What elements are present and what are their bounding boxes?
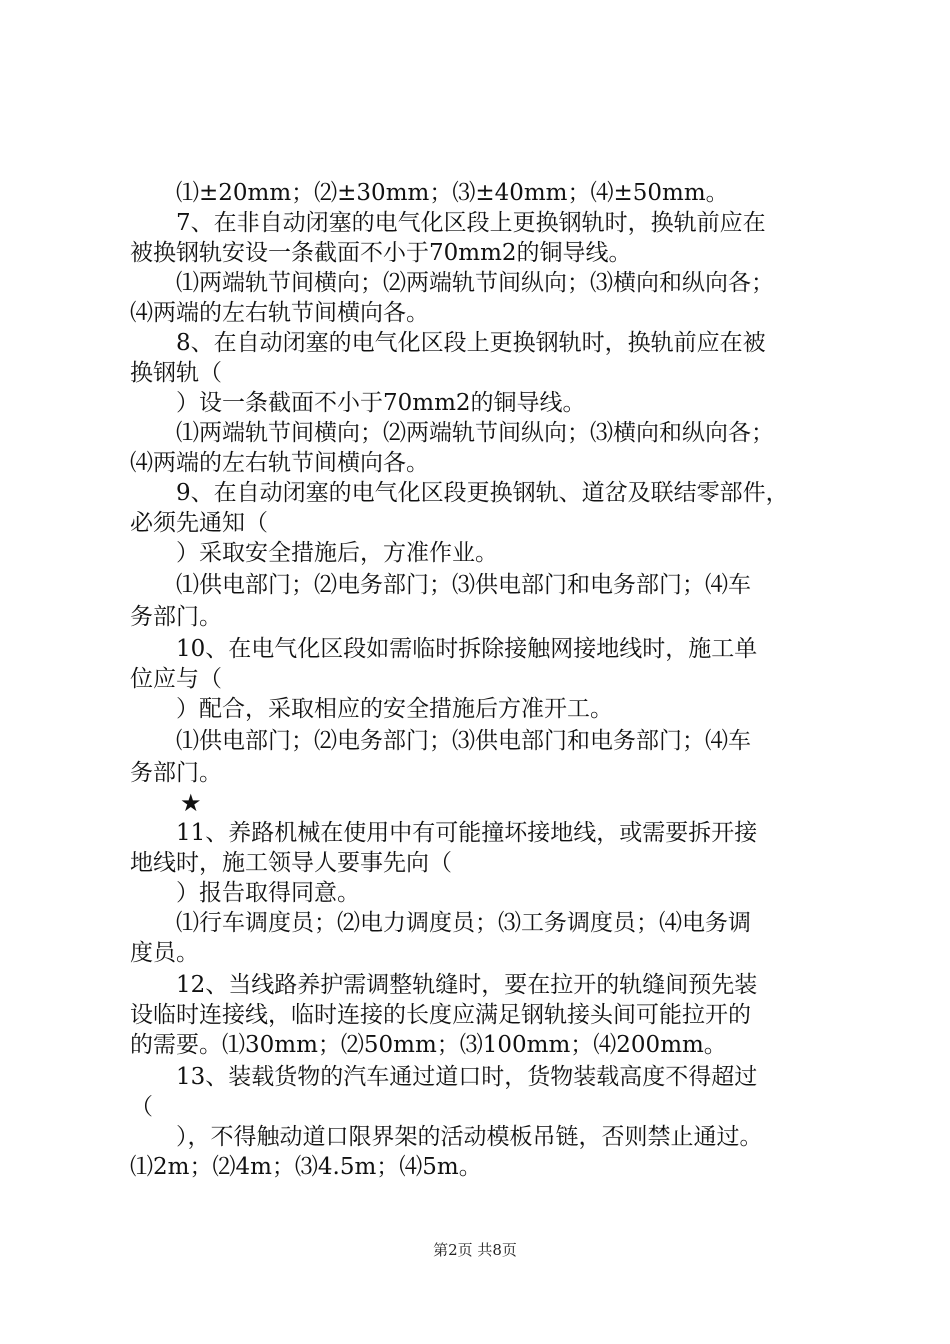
- text-line: ⑷两端的左右轨节间横向各。: [130, 300, 429, 326]
- text-line: 务部门。: [130, 760, 222, 786]
- text-line: 务部门。: [130, 604, 222, 630]
- text-line: ⑴两端轨节间横向；⑵两端轨节间纵向；⑶横向和纵向各；: [176, 420, 774, 446]
- text-line: ⑴供电部门；⑵电务部门；⑶供电部门和电务部门；⑷车: [176, 728, 751, 754]
- text-line: 地线时，施工领导人要事先向（: [130, 850, 452, 876]
- text-line: ），不得触动道口限界架的活动模板吊链，否则禁止通过。: [176, 1124, 763, 1150]
- text-line: ）报告取得同意。: [176, 880, 360, 906]
- page-footer: 第2页 共8页: [433, 1241, 517, 1259]
- text-line: 10、在电气化区段如需临时拆除接触网接地线时，施工单: [176, 636, 758, 662]
- text-line: ⑴±20mm；⑵±30mm；⑶±40mm；⑷±50mm。: [176, 180, 729, 206]
- text-line: 的需要。⑴30mm；⑵50mm；⑶100mm；⑷200mm。: [130, 1032, 727, 1058]
- text-line: 12、当线路养护需调整轨缝时，要在拉开的轨缝间预先装: [176, 972, 758, 998]
- text-line: 必须先通知（: [130, 510, 268, 536]
- text-line: 9、在自动闭塞的电气化区段更换钢轨、道岔及联结零部件，: [176, 480, 789, 506]
- text-line: 13、装载货物的汽车通过道口时，货物装载高度不得超过: [176, 1064, 758, 1090]
- text-line: ⑴2m；⑵4m；⑶4.5m；⑷5m。: [130, 1154, 482, 1180]
- text-line: （: [130, 1094, 153, 1120]
- text-line: 位应与（: [130, 666, 222, 692]
- text-line: 设临时连接线，临时连接的长度应满足钢轨接头间可能拉开的: [130, 1002, 751, 1028]
- text-line: 8、在自动闭塞的电气化区段上更换钢轨时，换轨前应在被: [176, 330, 766, 356]
- text-line: 换钢轨（: [130, 360, 222, 386]
- text-line: ⑴两端轨节间横向；⑵两端轨节间纵向；⑶横向和纵向各；: [176, 270, 774, 296]
- text-line: ）设一条截面不小于70mm2的铜导线。: [176, 390, 586, 416]
- text-line: ）配合，采取相应的安全措施后方准开工。: [176, 696, 613, 722]
- text-line: 度员。: [130, 940, 199, 966]
- text-line: 11、养路机械在使用中有可能撞坏接地线，或需要拆开接: [176, 820, 758, 846]
- text-line: ）采取安全措施后，方准作业。: [176, 540, 498, 566]
- text-line: 被换钢轨安设一条截面不小于70mm2的铜导线。: [130, 240, 632, 266]
- text-line: ⑴供电部门；⑵电务部门；⑶供电部门和电务部门；⑷车: [176, 572, 751, 598]
- star-symbol: ★: [180, 789, 202, 817]
- text-line: 7、在非自动闭塞的电气化区段上更换钢轨时，换轨前应在: [176, 210, 766, 236]
- text-line: ⑷两端的左右轨节间横向各。: [130, 450, 429, 476]
- text-line: ⑴行车调度员；⑵电力调度员；⑶工务调度员；⑷电务调: [176, 910, 751, 936]
